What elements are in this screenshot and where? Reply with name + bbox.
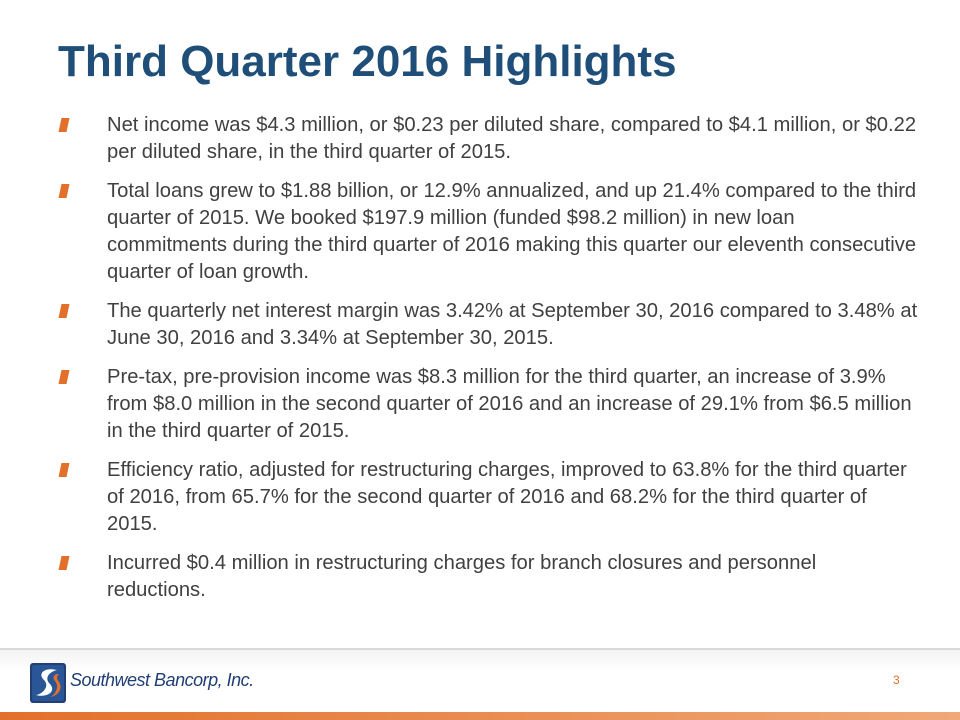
bullet-marker-icon [59,304,70,318]
bullet-net-interest-margin [60,298,920,352]
bullet-total-loans [60,178,920,286]
slide-title: Third Quarter 2016 Highlights [58,37,677,86]
bullet-marker-icon [59,370,70,384]
bullet-marker-icon [59,556,70,570]
page-number: 3 [893,673,900,687]
bullet-text: The quarterly net interest margin was 3.42% at September 30, 2016 compared to 3.48% at June 30, 2016 and 3.34% at September 30, 2015. [107,300,918,349]
bullet-pre-tax-income [60,364,920,445]
bullet-marker-icon [59,184,70,198]
bullet-text: Incurred $0.4 million in restructuring charges for branch closures and personnel reductions. [107,552,817,601]
bullet-restructuring [60,550,920,604]
footer-accent-bar [0,712,960,720]
highlights-list [60,112,920,616]
bullet-text: Total loans grew to $1.88 billion, or 12.9% annualized, and up 21.4% compared to the third quarter of 2015. We booked $197.9 million (funded $98.2 million) in new loan commitments during the third quarter of 2016 making this quarter our eleventh consecutive quarter of loan growth. [107,180,917,283]
bullet-text: Efficiency ratio, adjusted for restructuring charges, improved to 63.8% for the third quarter of 2016, from 65.7% for the second quarter of 2016 and 68.2% for the third quarter of 2015. [107,459,907,535]
bullet-efficiency-ratio [60,457,920,538]
bullet-marker-icon [59,118,70,132]
bullet-text: Net income was $4.3 million, or $0.23 per diluted share, compared to $4.1 million, or $0.22 per diluted share, in the third quarter of 2015. [107,114,917,163]
bullet-marker-icon [59,463,70,477]
bullet-net-income [60,112,920,166]
bullet-text: Pre-tax, pre-provision income was $8.3 million for the third quarter, an increase of 3.9% from $8.0 million in the second quarter of 2016 and an increase of 29.1% from $6.5 million in the third quarter of 2015. [107,366,912,442]
company-name: Southwest Bancorp, Inc. [70,670,254,690]
footer-divider [0,648,960,650]
southwest-bancorp-logo-icon [28,660,68,706]
